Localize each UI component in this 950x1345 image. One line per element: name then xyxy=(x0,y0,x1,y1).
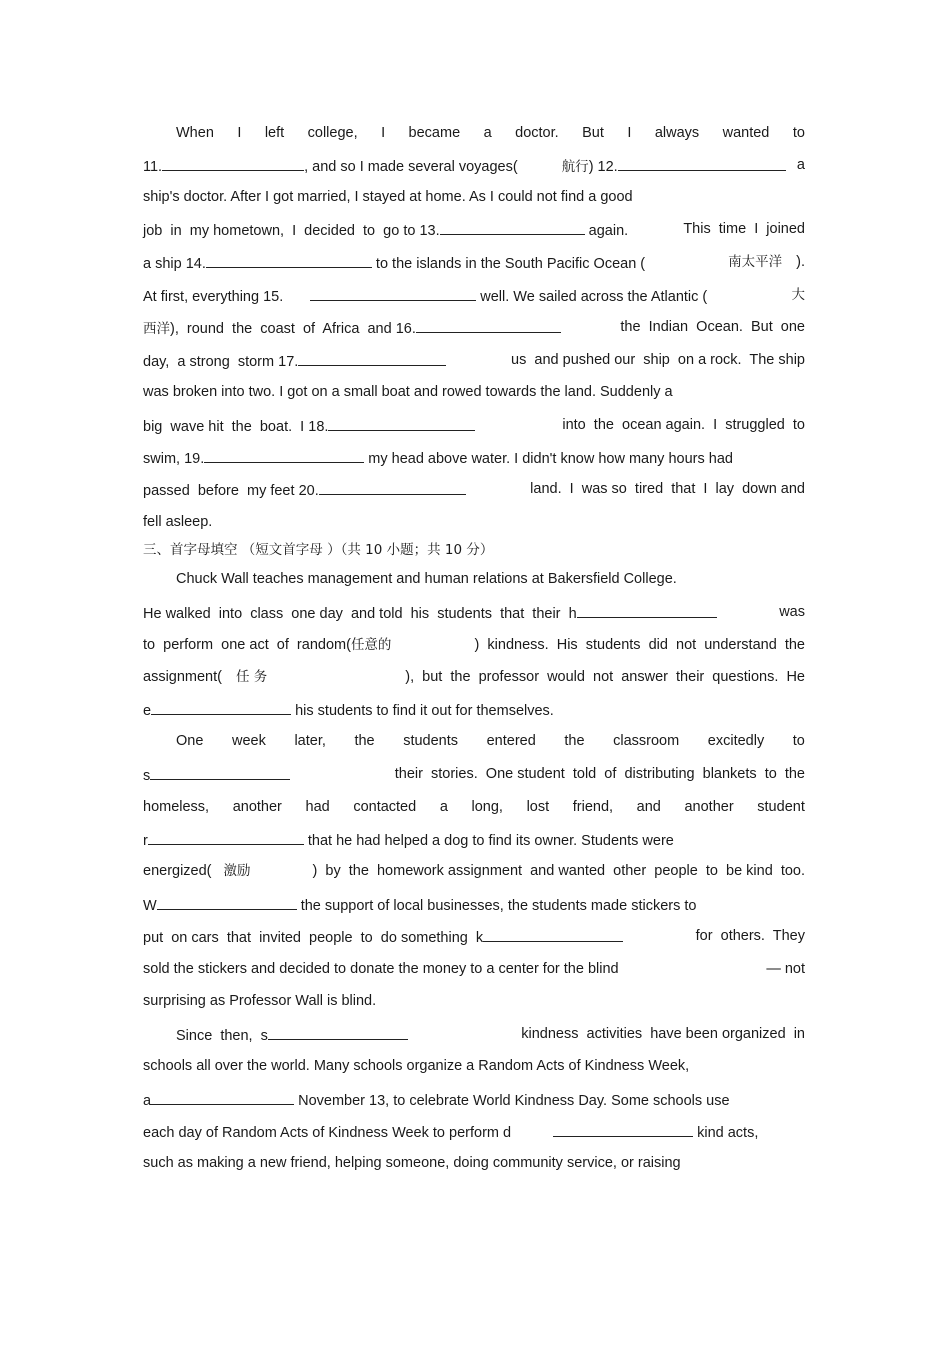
word: excitedly xyxy=(707,733,765,749)
text: for others. They xyxy=(695,928,805,944)
word: wanted xyxy=(722,125,770,141)
text: well. We sailed across the Atlantic ( xyxy=(480,289,708,305)
word: another xyxy=(684,799,734,815)
passage2-line-1: Chuck Wall teaches management and human relations at Bakersfield College. xyxy=(176,571,677,587)
text: s xyxy=(143,768,151,784)
text: his students to find it out for themselves. xyxy=(295,703,554,719)
passage2-line-3 xyxy=(143,635,805,655)
passage1-line-10 xyxy=(143,415,805,435)
blank-h[interactable] xyxy=(577,602,717,618)
passage1-line-13: fell asleep. xyxy=(143,514,213,530)
text: — not xyxy=(766,961,805,977)
blank-15[interactable] xyxy=(310,285,476,301)
chinese-gloss: 激励 xyxy=(223,863,251,879)
blank-k[interactable] xyxy=(483,926,623,942)
passage2-line-9 xyxy=(143,829,805,849)
blank-e[interactable] xyxy=(151,699,291,715)
blank-w[interactable] xyxy=(157,894,297,910)
passage1-line-6 xyxy=(143,285,805,305)
passage1-line-7 xyxy=(143,317,805,337)
passage1-line-3: ship's doctor. After I got married, I stayed at home. As I could not find a good xyxy=(143,189,633,205)
text: ). xyxy=(796,254,805,270)
word: a xyxy=(439,799,448,815)
text: r xyxy=(143,833,148,849)
passage2-line-19: such as making a new friend, helping someone, doing community service, or raising xyxy=(143,1155,681,1171)
word: entered xyxy=(486,733,536,749)
text: the support of local businesses, the students made stickers to xyxy=(300,898,697,914)
text: At first, everything 15. xyxy=(143,289,284,305)
text: that he had helped a dog to find its owner. Students were xyxy=(307,833,674,849)
word: another xyxy=(232,799,282,815)
text: passed before my feet xyxy=(143,483,295,499)
text: ) 12. xyxy=(588,159,618,175)
text: my head above water. I didn't know how many hours had xyxy=(368,451,733,467)
chinese-gloss: 南太平洋 xyxy=(728,254,783,270)
word: I xyxy=(627,125,632,141)
word: students xyxy=(403,733,459,749)
word: contacted xyxy=(353,799,417,815)
text: land. I was so tired that I lay down and xyxy=(530,481,805,497)
passage1-line-5 xyxy=(143,252,805,272)
word: to xyxy=(792,733,805,749)
text: to the islands in the South Pacific Ocean ( xyxy=(375,256,646,272)
blank-number-13: 13. xyxy=(419,223,440,239)
text: the Indian Ocean. But one xyxy=(620,319,805,335)
passage2-line-2 xyxy=(143,602,805,622)
passage2-line-13 xyxy=(143,959,805,979)
word: I xyxy=(237,125,242,141)
text: ) kindness. His students did not understand the xyxy=(474,637,805,653)
chinese-gloss: 大 xyxy=(791,287,805,303)
word: left xyxy=(264,125,285,141)
text: big wave hit the boat. I xyxy=(143,419,305,435)
text: , and so I made several voyages( xyxy=(304,159,518,175)
blank-14[interactable] xyxy=(206,252,372,268)
passage2-line-6 xyxy=(143,731,805,751)
text: Since then, s xyxy=(176,1028,268,1044)
blank-a[interactable] xyxy=(151,1089,294,1105)
text: a xyxy=(143,1093,152,1109)
word: student xyxy=(757,799,805,815)
blank-number-16: 16. xyxy=(395,321,416,337)
text: assignment( xyxy=(143,669,222,685)
text: ) by the homework assignment and wanted other people to be kind too. xyxy=(312,863,805,879)
blank-13[interactable] xyxy=(440,219,585,235)
text: put on cars that invited people to do something k xyxy=(143,930,484,946)
word: had xyxy=(305,799,330,815)
blank-number-18: 18. xyxy=(308,419,329,435)
text: to perform one act of random( xyxy=(143,637,351,653)
word: always xyxy=(654,125,700,141)
text: a xyxy=(796,157,805,173)
word: and xyxy=(636,799,661,815)
passage2-line-5 xyxy=(143,699,805,719)
blank-s2[interactable] xyxy=(268,1024,408,1040)
text: day, a strong storm xyxy=(143,354,275,370)
text: us and pushed our ship on a rock. The ship xyxy=(511,352,805,368)
text: kindness activities have been organized in xyxy=(521,1026,805,1042)
text: a ship 14. xyxy=(143,256,206,272)
word: I xyxy=(381,125,386,141)
blank-19[interactable] xyxy=(204,447,364,463)
blank-20[interactable] xyxy=(319,479,466,495)
word: lost xyxy=(526,799,550,815)
blank-r[interactable] xyxy=(148,829,304,845)
passage2-line-8 xyxy=(143,797,805,817)
word: But xyxy=(582,125,604,141)
word: became xyxy=(408,125,461,141)
passage2-line-4 xyxy=(143,667,805,687)
passage1-line-12 xyxy=(143,479,805,499)
text: ), round the coast of Africa and xyxy=(170,321,392,337)
blank-number-20: 20. xyxy=(298,483,319,499)
passage1-line-11 xyxy=(143,447,805,467)
word: long, xyxy=(471,799,503,815)
text: was xyxy=(779,604,805,620)
blank-s[interactable] xyxy=(150,764,290,780)
word: week xyxy=(232,733,266,749)
text: energized( xyxy=(143,863,212,879)
text: kind acts, xyxy=(697,1125,759,1141)
passage1-line-4 xyxy=(143,219,805,239)
passage1-line-8 xyxy=(143,350,805,370)
text: again. xyxy=(588,223,629,239)
passage2-line-10 xyxy=(143,861,805,881)
text: each day of Random Acts of Kindness Week to perform d xyxy=(143,1125,512,1141)
text: He walked into class one day and told his students that their h xyxy=(143,606,577,622)
passage1-line-9: was broken into two. I got on a small boat and rowed towards the land. Suddenly a xyxy=(143,384,673,400)
word: a xyxy=(483,125,492,141)
word: the xyxy=(354,733,375,749)
text: W xyxy=(143,898,157,914)
text: e xyxy=(143,703,152,719)
passage1-line-2 xyxy=(143,155,805,175)
blank-16[interactable] xyxy=(416,317,561,333)
word: doctor. xyxy=(515,125,559,141)
word: the xyxy=(564,733,585,749)
word: college, xyxy=(307,125,358,141)
text: into the ocean again. I struggled to xyxy=(562,417,805,433)
text: sold the stickers and decided to donate the money to a center for the blind xyxy=(143,961,619,977)
passage2-line-17 xyxy=(143,1089,805,1109)
passage2-line-11 xyxy=(143,894,805,914)
word: homeless, xyxy=(143,799,210,815)
blank-number-17: 17. xyxy=(278,354,299,370)
passage2-line-7 xyxy=(143,764,805,784)
word: One xyxy=(176,733,204,749)
chinese-gloss: 任 务 xyxy=(235,669,268,685)
passage1-line-1 xyxy=(143,123,805,143)
blank-number-11: 11. xyxy=(143,159,163,175)
passage2-line-15 xyxy=(143,1024,805,1044)
passage2-line-18 xyxy=(143,1121,805,1141)
word: classroom xyxy=(613,733,680,749)
word: friend, xyxy=(572,799,614,815)
word: later, xyxy=(294,733,326,749)
text: November 13, to celebrate World Kindness Day. Some schools use xyxy=(298,1093,730,1109)
word: When xyxy=(176,125,214,141)
chinese-gloss: 航行 xyxy=(561,159,589,175)
chinese-gloss: 西洋 xyxy=(143,321,170,337)
blank-11[interactable] xyxy=(162,155,304,171)
passage2-line-16: schools all over the world. Many schools organize a Random Acts of Kindness Week, xyxy=(143,1058,690,1074)
blank-d[interactable] xyxy=(553,1121,693,1137)
text: their stories. One student told of distributing blankets to the xyxy=(394,766,805,782)
blank-17[interactable] xyxy=(298,350,446,366)
text: This time I joined xyxy=(683,221,805,237)
passage2-line-14: surprising as Professor Wall is blind. xyxy=(143,993,377,1009)
text: ), but the professor would not answer their questions. He xyxy=(405,669,805,685)
blank-12[interactable] xyxy=(618,155,786,171)
word: to xyxy=(792,125,805,141)
passage2-line-12 xyxy=(143,926,805,946)
blank-18[interactable] xyxy=(328,415,475,431)
text: job in my hometown, I decided to go to xyxy=(143,223,416,239)
chinese-gloss: 任意的 xyxy=(350,637,392,653)
section-heading: 三、首字母填空 （短文首字母 ）（共 10 小题；共 10 分） xyxy=(143,542,494,558)
text: swim, 19. xyxy=(143,451,205,467)
